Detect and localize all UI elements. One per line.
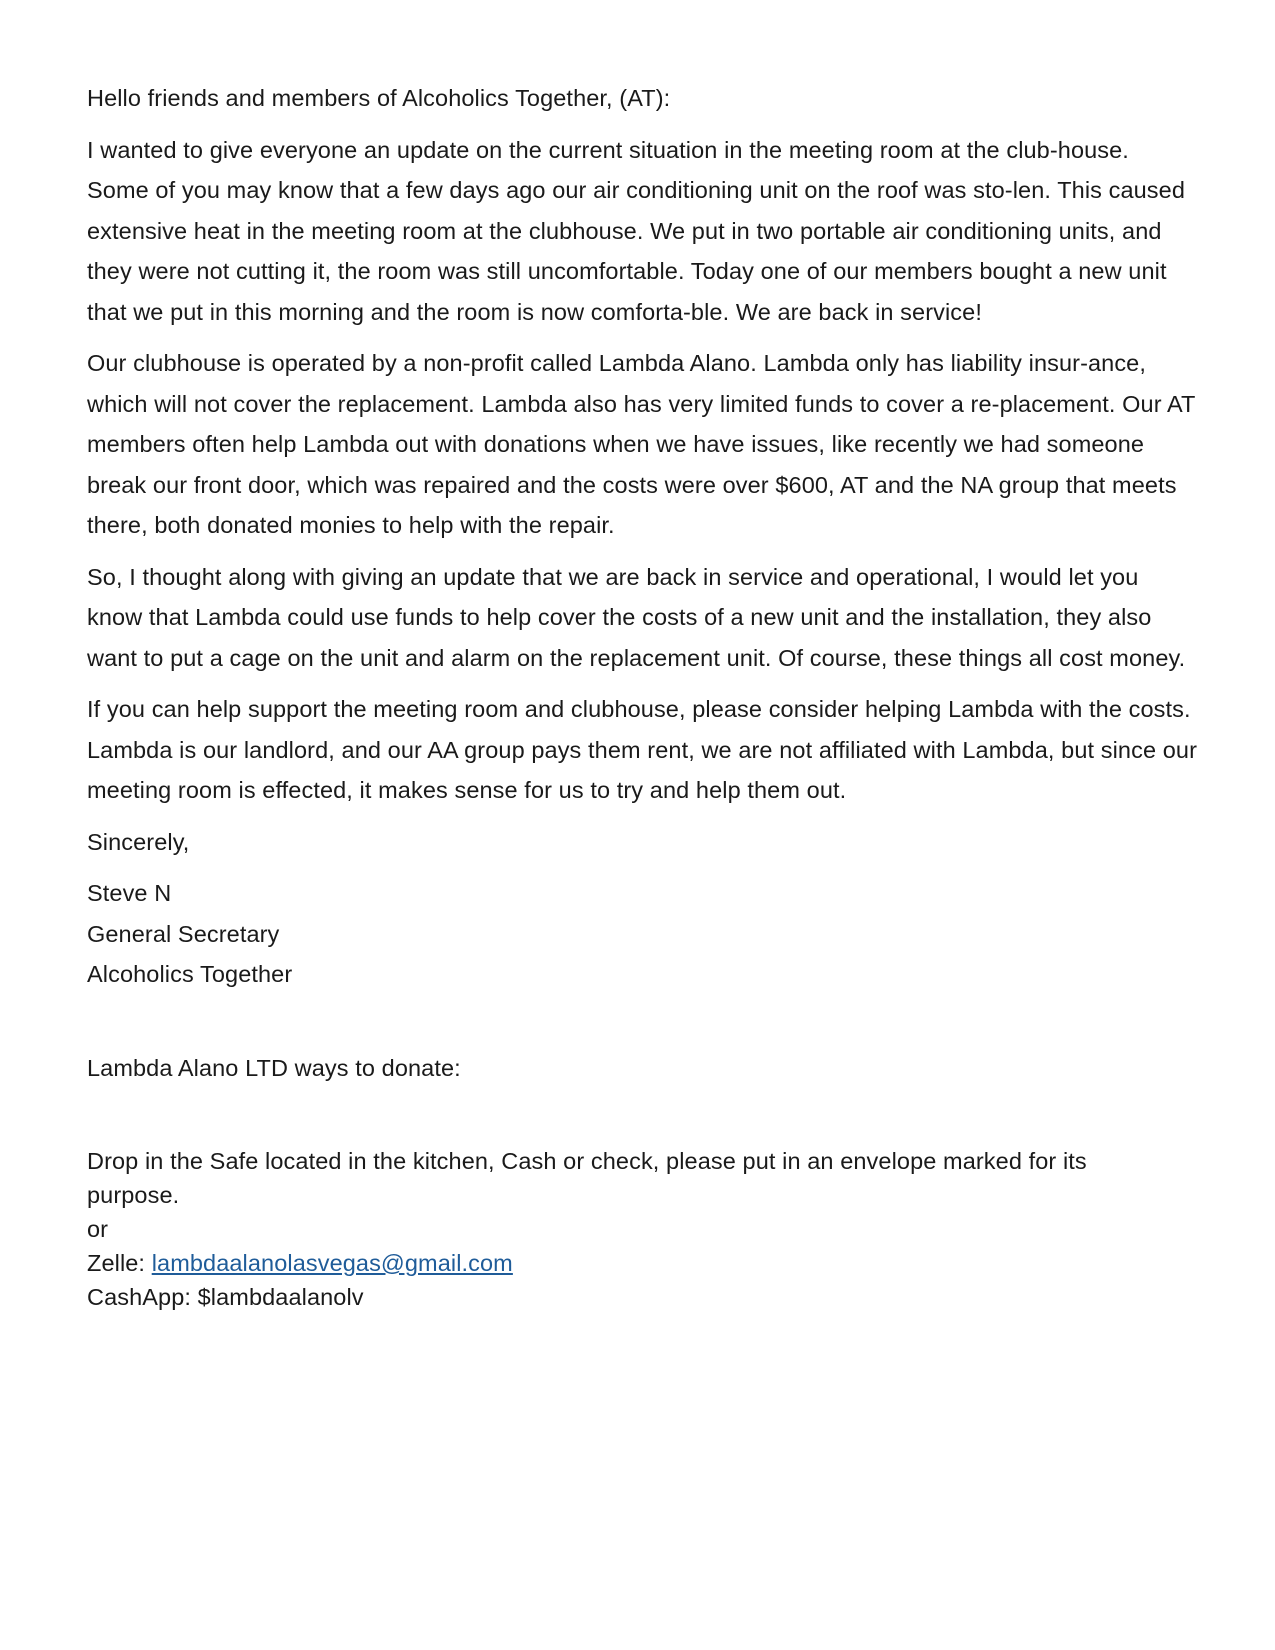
letter-closing: Sincerely, bbox=[87, 828, 190, 855]
signature-block bbox=[87, 873, 1197, 995]
signature-title: General Secretary bbox=[87, 920, 280, 947]
signature-name: Steve N bbox=[87, 880, 172, 906]
zelle-line bbox=[87, 1246, 1197, 1280]
cashapp-line: CashApp: $lambdaalanolv bbox=[87, 1284, 364, 1310]
or-separator: or bbox=[87, 1216, 109, 1242]
paragraph-lambda-insurance: Our clubhouse is operated by a non-profit called Lambda Alano. Lambda only has liability insur-ance, which will not cover the replacement. Lambda also has very limited funds to cover a re-placement. Our AT members often help Lambda out with donations when we have issues, like recently we had someone break our front door, which was repaired and the costs were over $600, AT and the NA group that meets there, both donated monies to help with the repair. bbox=[87, 350, 1196, 538]
paragraph-funds-request: So, I thought along with giving an update that we are back in service and operational, I would let you know that Lambda could use funds to help cover the costs of a new unit and the installation, they also want to put a cage on the unit and alarm on the replacement unit. Of course, these things all cost money. bbox=[87, 563, 1186, 671]
zelle-email-link[interactable]: lambdaalanolasvegas@gmail.com bbox=[151, 1250, 513, 1276]
signature-organization: Alcoholics Together bbox=[87, 961, 293, 987]
safe-drop-instruction: Drop in the Safe located in the kitchen, Cash or check, please put in an envelope marked for its bbox=[87, 1148, 1087, 1174]
donation-options bbox=[87, 1144, 1197, 1314]
letter-body bbox=[87, 78, 1197, 1314]
safe-drop-instruction-continued: purpose. bbox=[87, 1182, 180, 1208]
paragraph-support-appeal: If you can help support the meeting room and clubhouse, please consider helping Lambda with the costs. Lambda is our landlord, and our AA group pays them rent, we are not affiliated with Lambda, but since our meeting room is effected, it makes sense for us to try and help them out. bbox=[87, 696, 1198, 803]
paragraph-situation-update: I wanted to give everyone an update on the current situation in the meeting room at the club-house. Some of you may know that a few days ago our air conditioning unit on the roof was sto-len. This caused extensive heat in the meeting room at the clubhouse. We put in two portable air conditioning units, and they were not cutting it, the room was still uncomfortable. Today one of our members bought a new unit that we put in this morning and the room is now comforta-ble. We are back in service! bbox=[87, 136, 1186, 325]
zelle-label: Zelle: bbox=[87, 1250, 152, 1276]
donate-heading: Lambda Alano LTD ways to donate: bbox=[87, 1054, 461, 1081]
letter-greeting: Hello friends and members of Alcoholics Together, (AT): bbox=[87, 85, 671, 111]
